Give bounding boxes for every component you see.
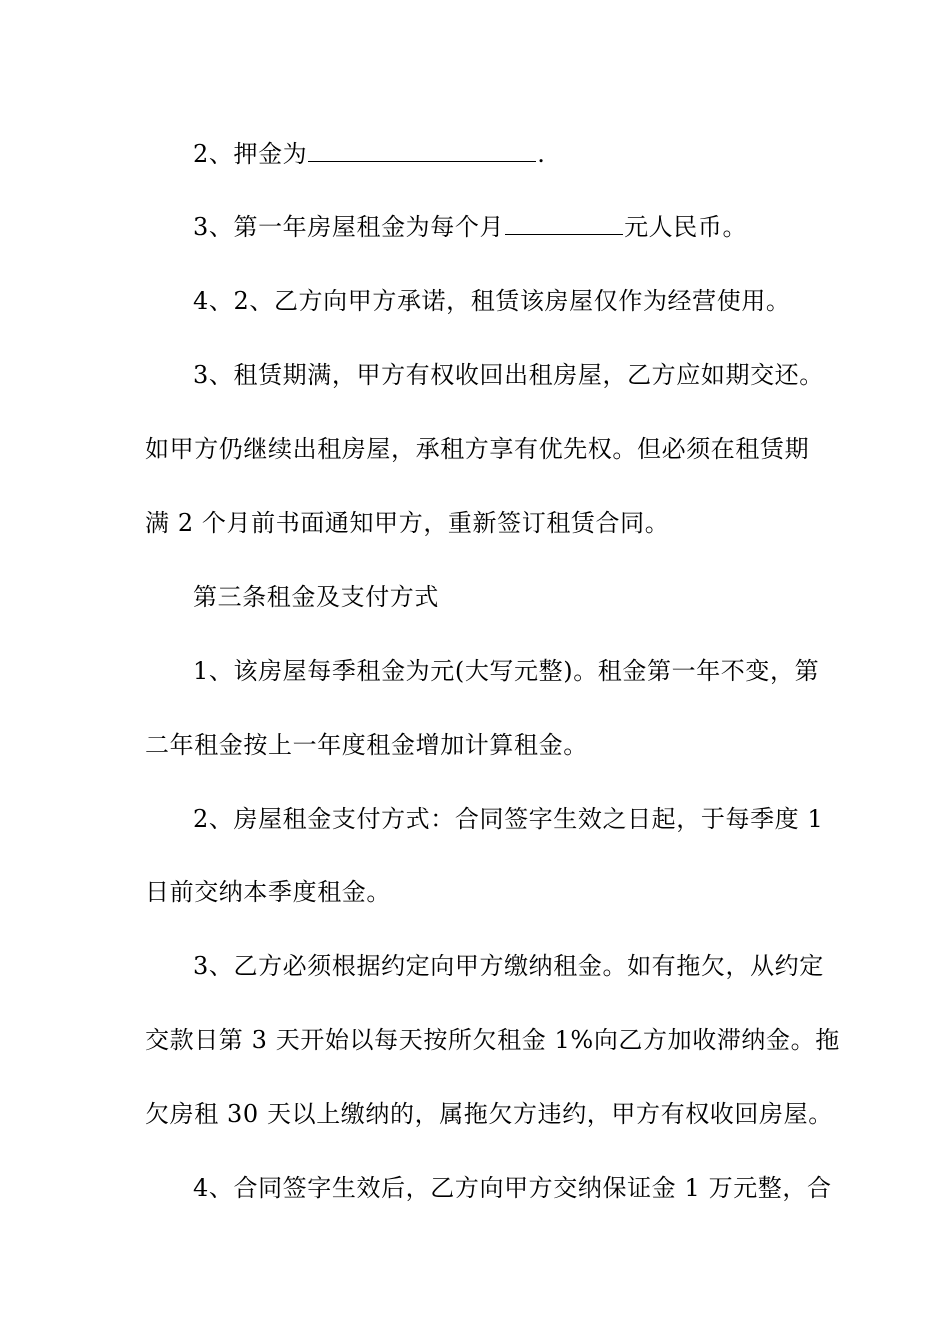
paragraph-line: 3、租赁期满，甲方有权收回出租房屋，乙方应如期交还。 bbox=[193, 361, 824, 389]
first-year-rent-unit: 元人民币。 bbox=[624, 213, 748, 241]
paragraph-line: 欠房租 30 天以上缴纳的，属拖欠方违约，甲方有权收回房屋。 bbox=[145, 1100, 833, 1128]
paragraph-line: 如甲方仍继续出租房屋，承租方享有优先权。但必须在租赁期 bbox=[145, 435, 810, 463]
deposit-line bbox=[193, 134, 815, 174]
deposit-label: 2、押金为 bbox=[193, 140, 308, 168]
paragraph-line: 4、合同签字生效后，乙方向甲方交纳保证金 1 万元整，合 bbox=[193, 1174, 832, 1202]
paragraph-line: 日前交纳本季度租金。 bbox=[145, 878, 391, 906]
first-year-rent-blank bbox=[505, 214, 623, 235]
first-year-rent-line bbox=[193, 207, 815, 247]
paragraph-line: 1、该房屋每季租金为元(大写元整)。租金第一年不变，第 bbox=[193, 657, 820, 685]
paragraph-line: 交款日第 3 天开始以每天按所欠租金 1%向乙方加收滞纳金。拖 bbox=[145, 1026, 840, 1054]
paragraph-line: 满 2 个月前书面通知甲方，重新签订租赁合同。 bbox=[145, 509, 670, 537]
paragraph-line: 3、乙方必须根据约定向甲方缴纳租金。如有拖欠，从约定 bbox=[193, 952, 824, 980]
section-heading: 第三条租金及支付方式 bbox=[193, 583, 439, 611]
paragraph-line: 4、2、乙方向甲方承诺，租赁该房屋仅作为经营使用。 bbox=[193, 287, 791, 315]
deposit-end: . bbox=[537, 140, 546, 168]
first-year-rent-label: 3、第一年房屋租金为每个月 bbox=[193, 213, 505, 241]
paragraph-line: 二年租金按上一年度租金增加计算租金。 bbox=[145, 731, 588, 759]
deposit-blank bbox=[308, 141, 536, 162]
paragraph-line: 2、房屋租金支付方式：合同签字生效之日起，于每季度 1 bbox=[193, 805, 824, 833]
